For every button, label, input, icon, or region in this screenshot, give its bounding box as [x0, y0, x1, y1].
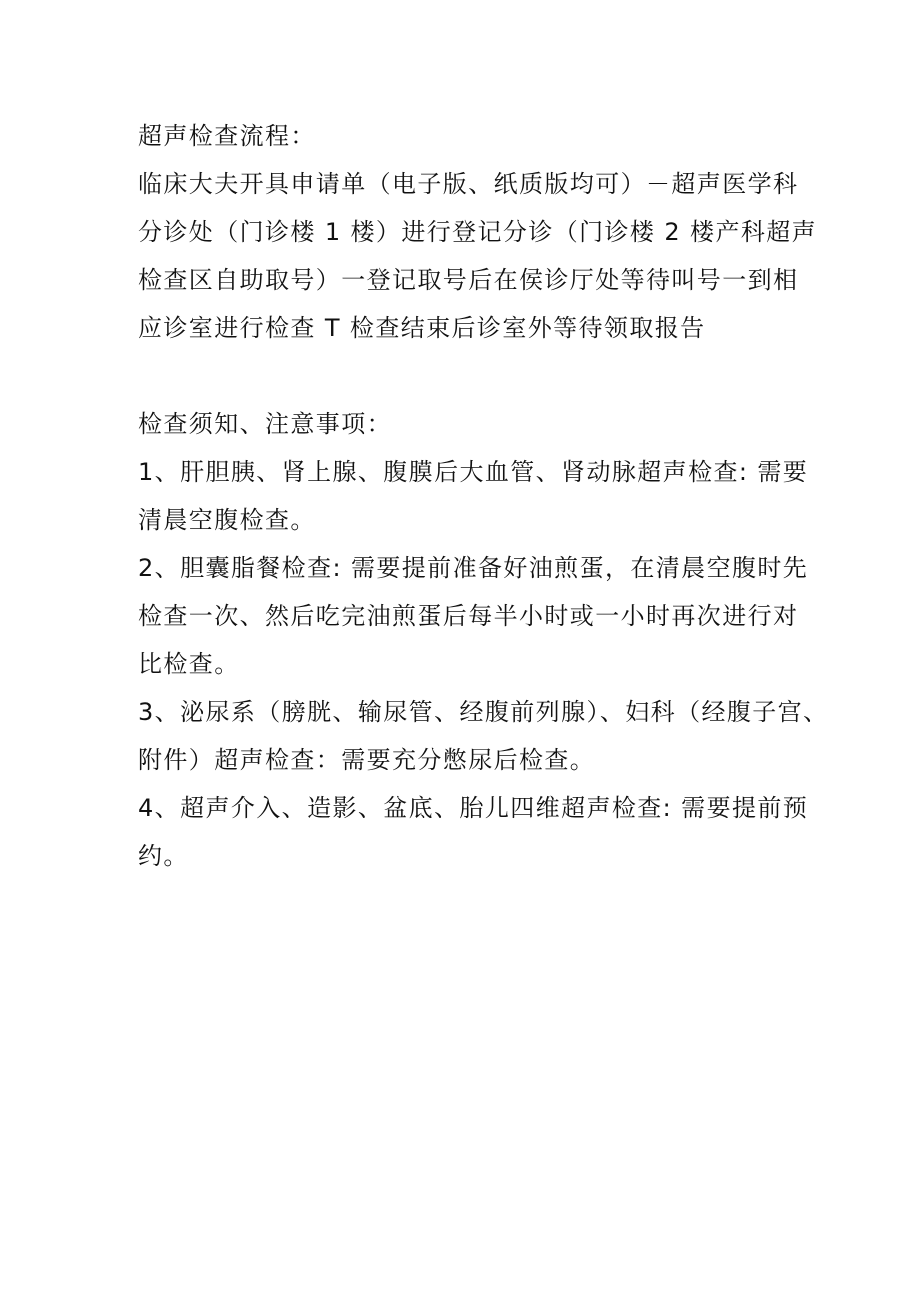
notice-line: 检查一次、然后吃完油煎蛋后每半小时或一小时再次进行对: [138, 602, 799, 630]
process-line: 临床大夫开具申请单（电子版、纸质版均可）－超声医学科: [138, 170, 799, 198]
notice-line: 3、泌尿系（膀胱、输尿管、经腹前列腺）、妇科（经腹子宫、: [138, 698, 829, 726]
notice-title: 检查须知、注意事项：: [138, 410, 392, 438]
process-line: 分诊处（门诊楼 1 楼）进行登记分诊（门诊楼 2 楼产科超声: [138, 218, 818, 246]
notice-line: 2、胆囊脂餐检查: 需要提前准备好油煎蛋，在清晨空腹时先: [138, 554, 809, 582]
notice-line: 1、肝胆胰、肾上腺、腹膜后大血管、肾动脉超声检查: 需要: [138, 458, 809, 486]
process-line: 应诊室进行检查 T 检查结束后诊室外等待领取报告: [138, 314, 706, 342]
process-title: 超声检查流程：: [138, 122, 316, 150]
notice-line: 附件）超声检查：需要充分憋尿后检查。: [138, 746, 596, 774]
notice-line: 清晨空腹检查。: [138, 506, 316, 534]
document-body: [138, 112, 829, 880]
section-spacer: [138, 352, 788, 400]
notice-line: 4、超声介入、造影、盆底、胎儿四维超声检查: 需要提前预: [138, 794, 809, 822]
notice-line: 比检查。: [138, 650, 240, 678]
process-line: 检查区自助取号）一登记取号后在侯诊厅处等待叫号一到相: [138, 266, 799, 294]
notice-line: 约。: [138, 842, 189, 870]
